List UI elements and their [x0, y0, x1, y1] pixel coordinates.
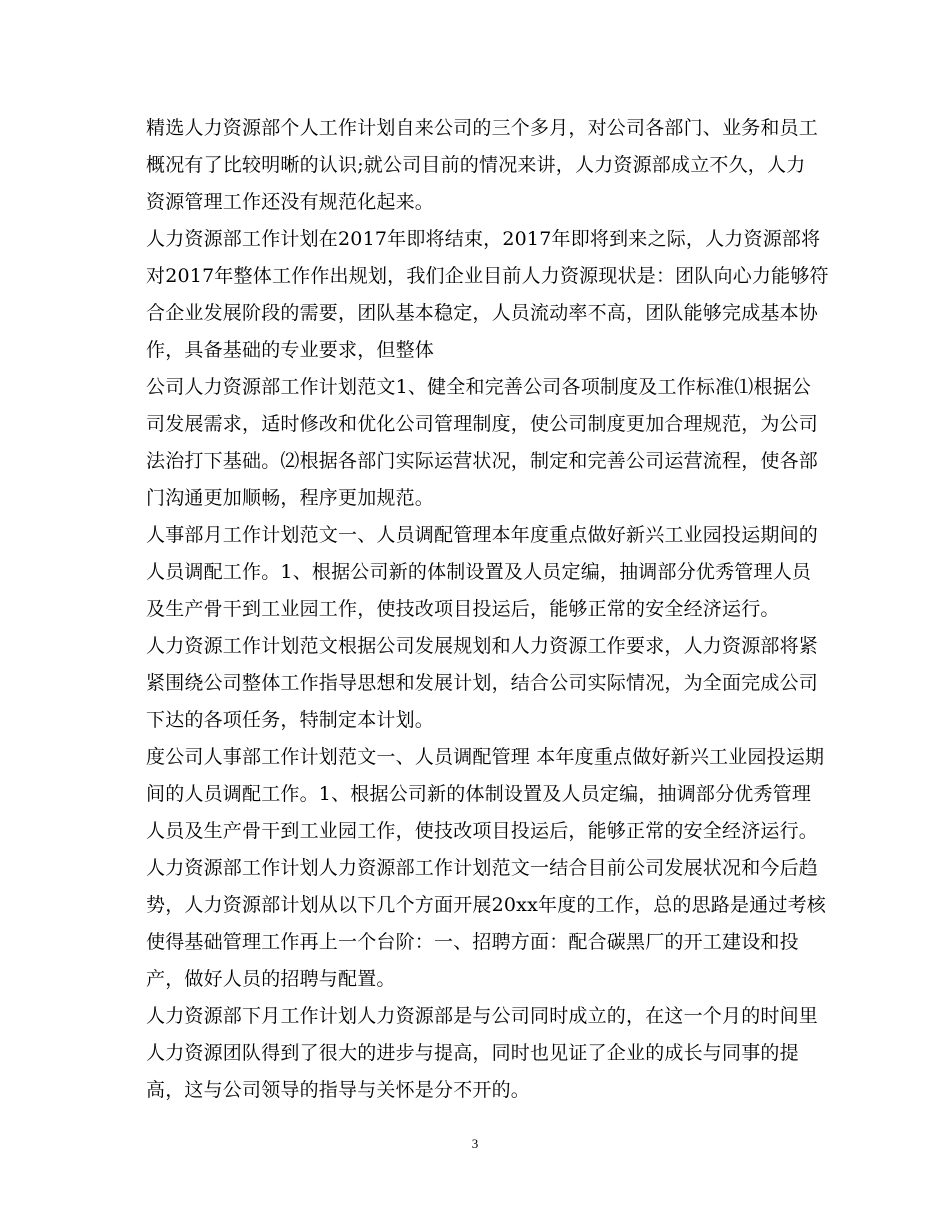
- text-line: 门沟通更加顺畅，程序更加规范。: [146, 487, 435, 509]
- text-line: 作，具备基础的专业要求，但整体: [146, 339, 435, 361]
- text-line: 度公司人事部工作计划范文一、人员调配管理 本年度重点做好新兴工业园投运期: [146, 746, 825, 768]
- text-line: 合企业发展阶段的需要，团队基本稳定，人员流动率不高，团队能够完成基本协: [146, 302, 819, 324]
- text-line: 紧围绕公司整体工作指导思想和发展计划，结合公司实际情况，为全面完成公司: [146, 672, 819, 694]
- text-line: 产，做好人员的招聘与配置。: [146, 968, 396, 990]
- text-line: 人事部月工作计划范文一、人员调配管理本年度重点做好新兴工业园投运期间的: [146, 524, 819, 546]
- text-line: 法治打下基础。⑵根据各部门实际运营状况，制定和完善公司运营流程，使各部: [146, 450, 819, 472]
- text-line: 使得基础管理工作再上一个台阶：一、招聘方面：配合碳黑厂的开工建设和投: [146, 931, 799, 953]
- text-line: 司发展需求，适时修改和优化公司管理制度，使公司制度更加合理规范，为公司: [146, 413, 819, 435]
- text-line: 人力资源部工作计划在2017年即将结束，2017年即将到来之际，人力资源部将: [146, 228, 821, 250]
- text-line: 人力资源部工作计划人力资源部工作计划范文一结合目前公司发展状况和今后趋: [146, 857, 819, 879]
- text-line: 人力资源工作计划范文根据公司发展规划和人力资源工作要求，人力资源部将紧: [146, 635, 819, 657]
- text-line: 间的人员调配工作。1、根据公司新的体制设置及人员定编，抽调部分优秀管理: [146, 783, 812, 805]
- text-line: 公司人力资源部工作计划范文1、健全和完善公司各项制度及工作标准⑴根据公: [146, 376, 812, 398]
- text-line: 概况有了比较明晰的认识;就公司目前的情况来讲，人力资源部成立不久，人力: [146, 154, 806, 176]
- text-line: 势，人力资源部计划从以下几个方面开展20xx年度的工作，总的思路是通过考核: [146, 894, 827, 916]
- page-number: 3: [471, 1136, 479, 1151]
- text-line: 人员及生产骨干到工业园工作，使技改项目投运后，能够正常的安全经济运行。: [146, 820, 819, 842]
- text-line: 及生产骨干到工业园工作，使技改项目投运后，能够正常的安全经济运行。: [146, 598, 780, 620]
- text-line: 对2017年整体工作作出规划，我们企业目前人力资源现状是：团队向心力能够符: [146, 265, 829, 287]
- text-line: 资源管理工作还没有规范化起来。: [146, 191, 435, 213]
- text-line: 人力资源部下月工作计划人力资源部是与公司同时成立的，在这一个月的时间里: [146, 1005, 819, 1027]
- text-line: 精选人力资源部个人工作计划自来公司的三个多月，对公司各部门、业务和员工: [146, 117, 819, 139]
- text-line: 人员调配工作。1、根据公司新的体制设置及人员定编，抽调部分优秀管理人员: [146, 561, 812, 583]
- text-line: 下达的各项任务，特制定本计划。: [146, 709, 435, 731]
- text-line: 高，这与公司领导的指导与关怀是分不开的。: [146, 1079, 531, 1101]
- text-line: 人力资源团队得到了很大的进步与提高，同时也见证了企业的成长与同事的提: [146, 1042, 799, 1064]
